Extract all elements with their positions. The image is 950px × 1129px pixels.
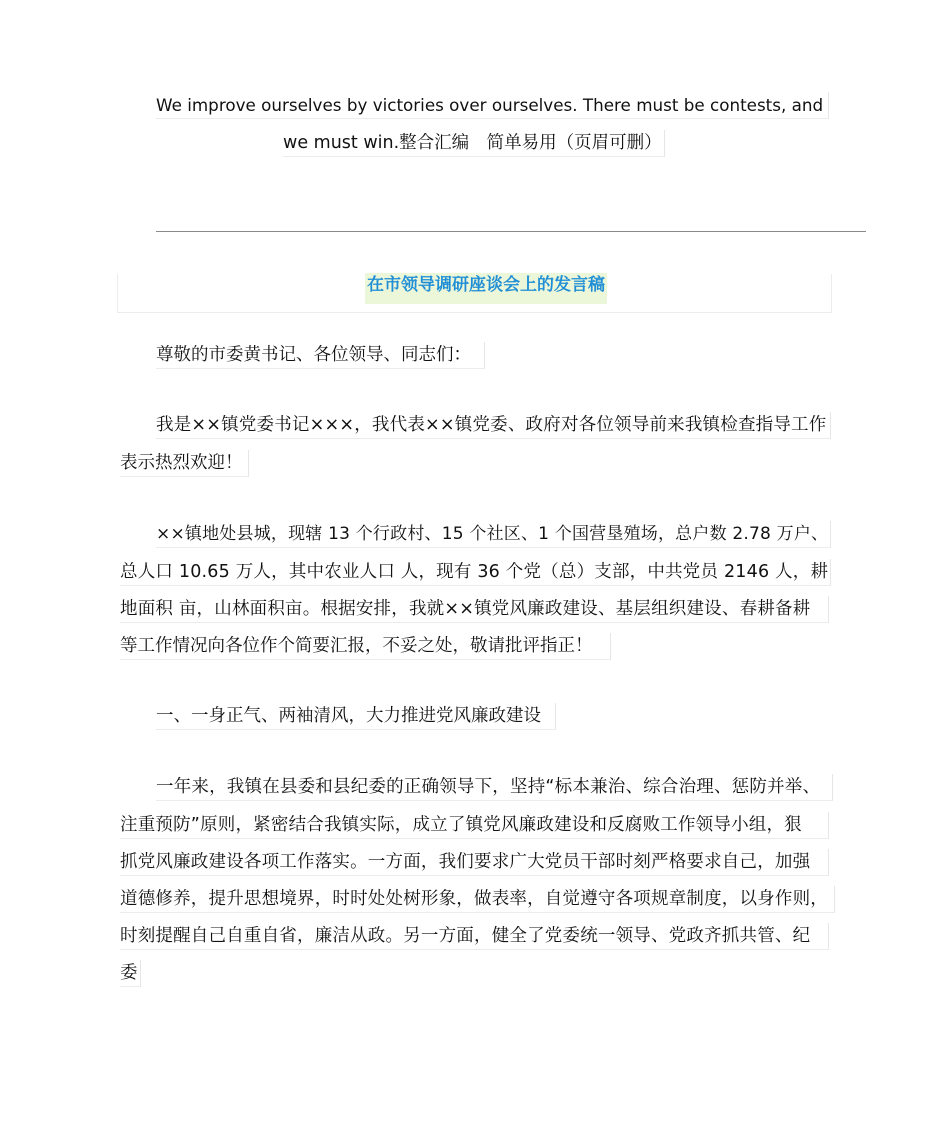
paragraph-2-line: ××镇地处县城，现辖 13 个行政村、15 个社区、1 个国营垦殖场，总户数 2.78 万户、: [156, 521, 831, 548]
salutation: 尊敬的市委黄书记、各位领导、同志们：: [156, 342, 485, 369]
header-motto-line-2: we must win.整合汇编 简单易用（页眉可删）: [283, 130, 665, 157]
paragraph-2-line: 等工作情况向各位作个简要汇报，不妥之处，敬请批评指正！: [120, 633, 611, 660]
header-motto-line-1: We improve ourselves by victories over ourselves. There must be contests, and: [156, 92, 829, 119]
paragraph-2-line: 地面积 亩，山林面积亩。根据安排，我就××镇党风廉政建设、基层组织建设、春耕备耕: [120, 596, 829, 623]
paragraph-2-line: 总人口 10.65 万人，其中农业人口 人，现有 36 个党（总）支部，中共党员 2146 人，耕: [120, 559, 831, 586]
header-divider: [156, 231, 866, 232]
section-1-heading: 一、一身正气、两袖清风，大力推进党风廉政建设: [156, 703, 556, 730]
paragraph-3-line: 抓党风廉政建设各项工作落实。一方面，我们要求广大党员干部时刻严格要求自己，加强: [120, 849, 829, 876]
paragraph-3-line: 注重预防”原则，紧密结合我镇实际，成立了镇党风廉政建设和反腐败工作领导小组，狠: [120, 812, 829, 839]
paragraph-3-line: 道德修养，提升思想境界，时时处处树形象，做表率，自觉遵守各项规章制度，以身作则，: [120, 886, 835, 913]
paragraph-3-line: 委: [120, 960, 141, 987]
paragraph-1-line: 我是××镇党委书记×××，我代表××镇党委、政府对各位领导前来我镇检查指导工作: [156, 412, 831, 439]
paragraph-1-line: 表示热烈欢迎！: [120, 450, 249, 477]
paragraph-3-line: 时刻提醒自己自重自省，廉洁从政。另一方面，健全了党委统一领导、党政齐抓共管、纪: [120, 923, 829, 950]
document-title: 在市领导调研座谈会上的发言稿: [365, 273, 607, 304]
paragraph-3-line: 一年来，我镇在县委和县纪委的正确领导下，坚持“标本兼治、综合治理、惩防并举、: [156, 774, 833, 801]
